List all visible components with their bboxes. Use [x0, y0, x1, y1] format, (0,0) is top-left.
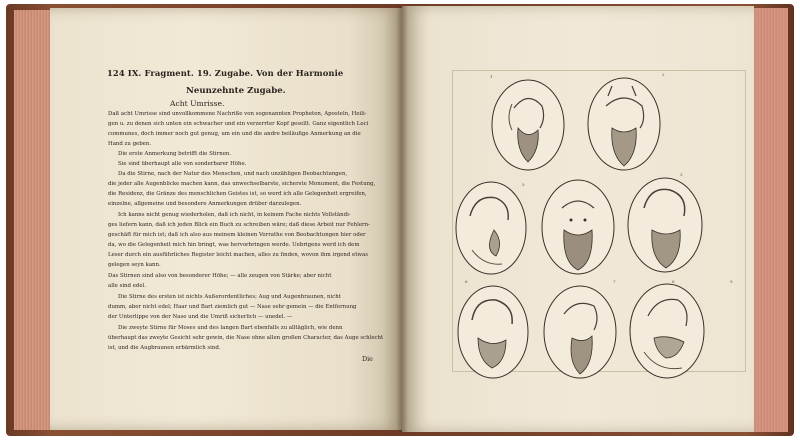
text-line: Das Stirnen sind also von besonderer Höhe; — alle zeugen von Stärke; aber nicht: [108, 273, 332, 279]
right-page-edges: [752, 8, 788, 432]
section-title: Neunzehnte Zugabe.: [186, 86, 286, 96]
text-line: dumm, aber nicht edel; Haar und Bart ziemlich gut — Nase sehr gemein — die Entfernung: [108, 304, 357, 310]
portrait-medallion-curly-left: [456, 284, 530, 380]
portrait-medallion-curly-long-beard: [626, 176, 704, 274]
plate-number: 3: [680, 172, 683, 177]
plate-number: 7: [613, 279, 616, 284]
text-line: Ich kanns nicht genug wiederholen, daß ich nicht, in keinem Fache nichts Vollständi-: [118, 212, 351, 218]
portrait-medallion-bearded-profile: [542, 284, 618, 380]
portrait-medallion-grimacing-old-man: [628, 282, 706, 380]
portrait-medallion-bald-bearded: [490, 78, 566, 172]
plate-number: 2: [662, 72, 665, 77]
catchword: Die: [362, 355, 373, 363]
plate-number: 5: [522, 182, 525, 187]
text-line: die jeder alle Augenblicke machen kann, das unwechselbarste, sicherste Monument, die Festung,: [108, 181, 376, 187]
portrait-medallion-bald-long-beard: [540, 178, 616, 276]
text-line: da, wo die Gelegenheit mich hin bringt, was hervorbringen werde. Uebrigens werd ich dem: [108, 242, 360, 248]
text-line: communes, doch immer noch gut genug, um ein und die andre beiläufige Anmerkung an die: [108, 131, 361, 137]
text-line: alle sind edel.: [108, 283, 146, 289]
plate-number: 1: [490, 74, 493, 79]
text-line: Die zweyte Stirne für Moses und des langen Bart ebenfalls zu alltäglich, wie denn: [118, 325, 343, 331]
text-line: Die erste Anmerkung betrifft die Stirnen.: [118, 151, 232, 157]
plate-number: 6: [465, 279, 468, 284]
plate-number: 8: [672, 279, 675, 284]
text-line: der Unterlippe von der Nase und die Umriß sicherlich — unedel. —: [108, 314, 293, 320]
text-line: Sie sind überhaupt alle von sonderbarer Höhe.: [118, 161, 247, 167]
text-line: Hand zu geben.: [108, 141, 152, 147]
section-subtitle: Acht Umrisse.: [170, 99, 225, 108]
running-header: 124 IX. Fragment. 19. Zugabe. Von der Harmonie: [107, 68, 344, 78]
text-line: überhaupt das zweyte Gesicht sehr gewin, die Nase ohne allen großen Character, das Auge schlecht: [108, 335, 384, 341]
portrait-medallion-curly-profile: [454, 180, 528, 276]
portrait-medallion-moses: [586, 76, 662, 172]
text-line: geschäft für mich ist; daß ich also aus meinem kleinen Vorrathe von Beobachtungen hier oder: [108, 232, 366, 238]
text-line: ist, und die Augbraunen erbärmlich sind.: [108, 345, 221, 351]
left-page-edges: [14, 10, 54, 430]
text-line: Die Stirne des ersten ist nichts Außerordentliches; Aug und Augenbraunen, nicht: [118, 294, 341, 300]
text-line: gelegen seyn kann.: [108, 262, 161, 268]
text-line: die Residenz, die Gränze des menschlichen Geistes ist, so werd ich alle Gelegenheit ergreifen,: [108, 191, 367, 197]
text-line: ges liefern kann, daß ich jeden Blick ein Buch zu schreiben wäre; daß diese Arbeit nur Fehlern-: [108, 222, 370, 228]
plate-number: 9: [730, 279, 733, 284]
text-line: Leser durch ein ausführliches Register leicht machen, alles zu finden, wovon ihm irgend etwas: [108, 252, 368, 258]
book-gutter: [396, 6, 408, 432]
text-line: gen u. zu denen sich unten ein schwacher und ein verzerrter Kopf gesellt. Ganz eigentlich Loci: [108, 121, 369, 127]
text-line: Da die Stirne, nach der Natur des Menschen, und nach unzähligen Beobachtungen,: [118, 171, 348, 177]
text-line: Daß acht Umrisse sind unvollkommene Nachriße von sogenannten Propheten, Aposteln, Heili-: [108, 111, 367, 117]
text-line: einzelne, allgemeine und besondere Anmerkungen drüber darzulegen.: [108, 201, 302, 207]
